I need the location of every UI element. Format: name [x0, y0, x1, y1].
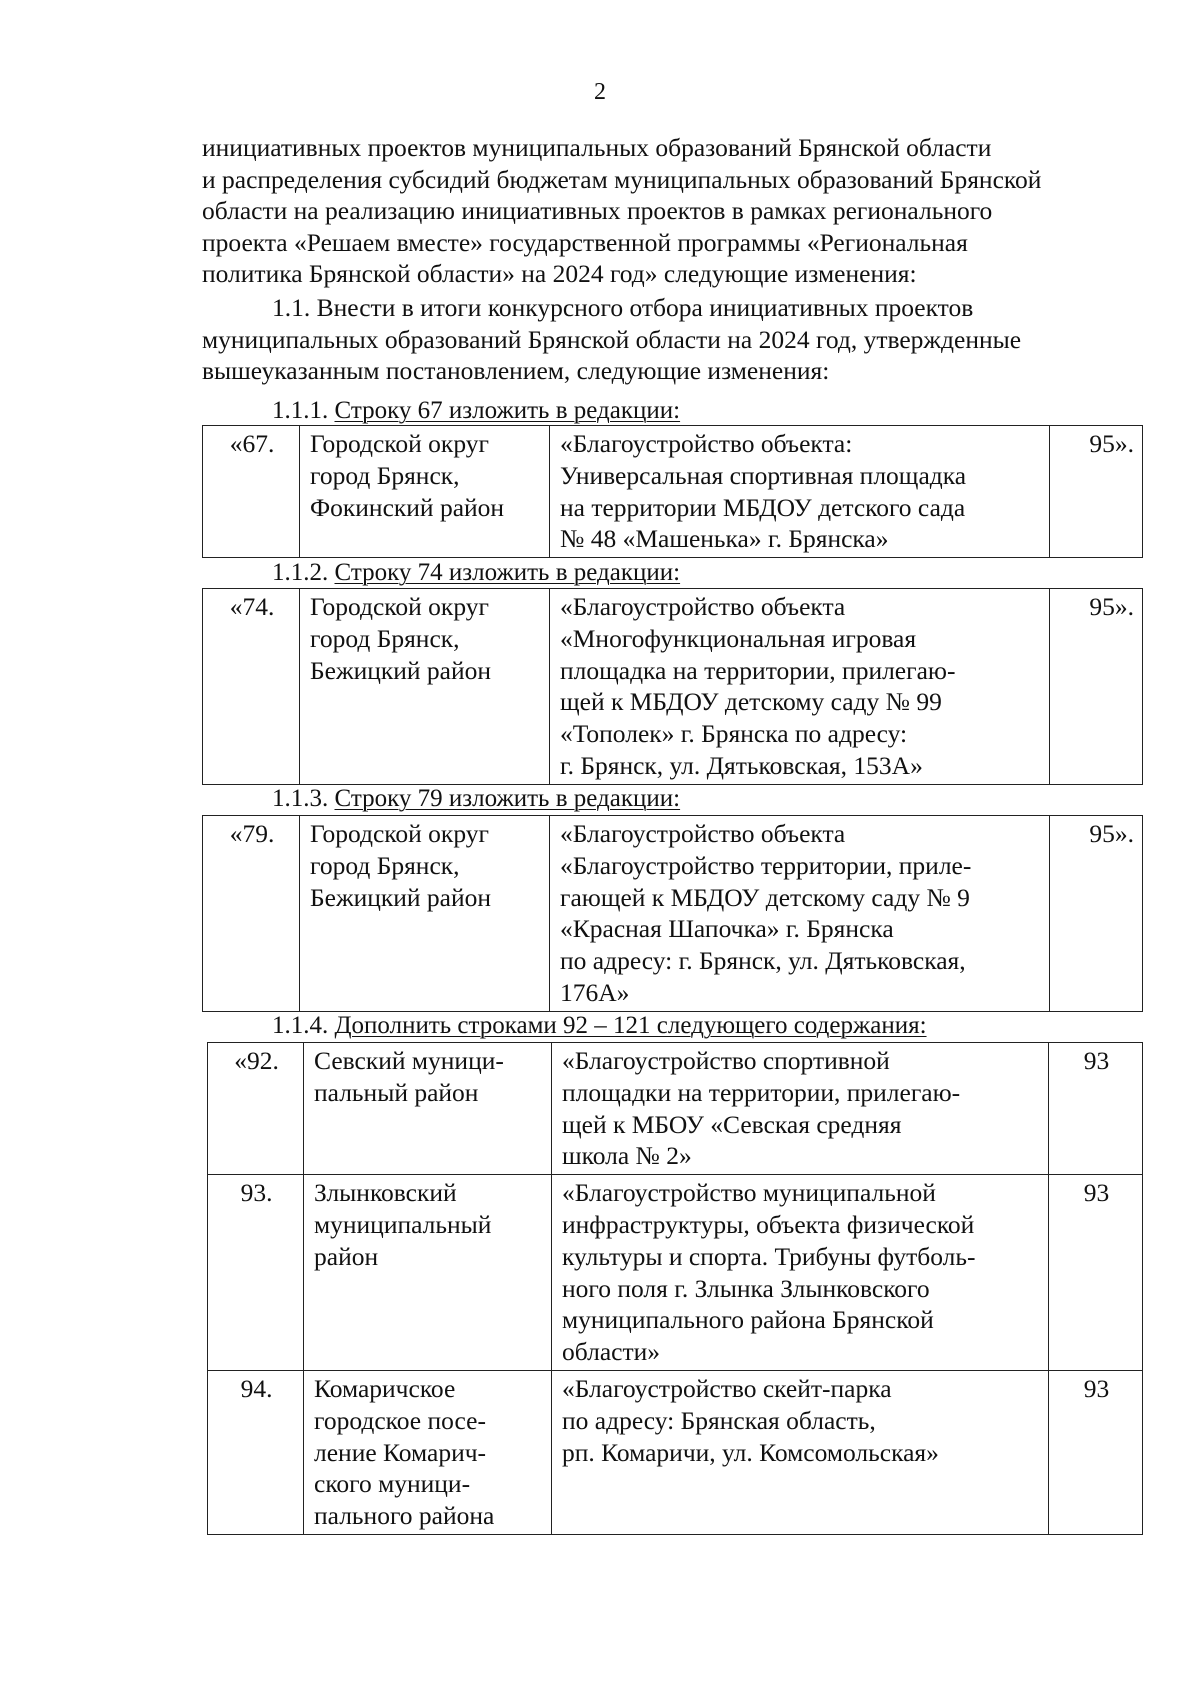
cell-line: ление Комарич- — [314, 1437, 487, 1467]
cell-line: муниципальный — [314, 1209, 492, 1239]
table-row — [208, 1043, 1143, 1175]
clause-1-1 — [202, 292, 1142, 387]
table-row — [208, 1175, 1143, 1371]
cell-line: по адресу: г. Брянск, ул. Дятьковская, — [560, 946, 966, 976]
cell-line: Городской округ — [310, 429, 489, 458]
subclause-text: Строку 74 изложить в редакции: — [334, 559, 681, 586]
cell-line: рп. Комаричи, ул. Комсомольская» — [562, 1437, 939, 1467]
cell-line: культуры и спорта. Трибуны футболь- — [562, 1241, 976, 1271]
cell-line: район — [314, 1241, 379, 1271]
intro-line: проекта «Решаем вместе» государственной программы «Региональная — [202, 227, 968, 257]
municipality-cell — [300, 589, 550, 785]
subclause-number: 1.1.1. — [272, 397, 335, 424]
score-cell: 93 — [1049, 1370, 1143, 1534]
table-row — [203, 426, 1143, 558]
table-row-74 — [202, 588, 1143, 785]
subclause-text: Дополнить строками 92 – 121 следующего содержания: — [334, 1012, 927, 1039]
score-cell: 93 — [1049, 1175, 1143, 1371]
cell-line: г. Брянск, ул. Дятьковская, 153А» — [560, 750, 923, 780]
cell-line: инфраструктуры, объекта физической — [562, 1209, 975, 1239]
intro-paragraph — [202, 132, 1142, 290]
cell-line: Городской округ — [310, 592, 489, 621]
cell-line: «Благоустройство объекта: — [560, 429, 853, 458]
cell-line: муниципального района Брянской — [562, 1305, 934, 1335]
cell-line: город Брянск, — [310, 623, 460, 653]
project-cell — [552, 1175, 1049, 1371]
cell-line: Городской округ — [310, 819, 489, 848]
project-cell — [550, 816, 1050, 1012]
subclause-1-1-3 — [272, 785, 680, 813]
row-number: «67. — [203, 426, 300, 558]
intro-line: области на реализацию инициативных проектов в рамках регионального — [202, 196, 993, 225]
project-cell — [550, 426, 1050, 558]
cell-line: Бежицкий район — [310, 882, 492, 912]
municipality-cell — [300, 426, 550, 558]
subclause-number: 1.1.3. — [272, 785, 335, 812]
cell-line: Универсальная спортивная площадка — [560, 460, 967, 490]
municipality-cell — [304, 1175, 552, 1371]
table-row-67 — [202, 425, 1143, 558]
cell-line: городское посе- — [314, 1405, 486, 1435]
clause-line: 1.1. Внести в итоги конкурсного отбора инициативных проектов — [272, 293, 974, 322]
cell-line: № 48 «Машенька» г. Брянска» — [560, 524, 889, 554]
cell-line: пального района — [314, 1501, 495, 1531]
cell-line: город Брянск, — [310, 460, 460, 490]
cell-line: «Тополек» г. Брянска по адресу: — [560, 719, 908, 749]
cell-line: площадка на территории, прилегаю- — [560, 655, 956, 685]
cell-line: «Благоустройство скейт-парка — [562, 1373, 892, 1403]
score-cell: 95». — [1050, 589, 1143, 785]
intro-line: политика Брянской области» на 2024 год» следующие изменения: — [202, 259, 917, 288]
score-cell: 95». — [1050, 816, 1143, 1012]
project-cell — [552, 1043, 1049, 1175]
page-number: 2 — [594, 79, 606, 105]
cell-line: школа № 2» — [562, 1141, 692, 1171]
project-cell — [550, 589, 1050, 785]
cell-line: щей к МБОУ «Севская средняя — [562, 1109, 902, 1139]
table-row — [203, 816, 1143, 1012]
row-number: «79. — [203, 816, 300, 1012]
cell-line: Бежицкий район — [310, 655, 492, 685]
cell-line: «Благоустройство объекта — [560, 819, 846, 848]
cell-line: области» — [562, 1337, 660, 1367]
subclause-1-1-1 — [272, 397, 680, 425]
cell-line: 176А» — [560, 977, 630, 1007]
score-cell: 95». — [1050, 426, 1143, 558]
cell-line: ского муници- — [314, 1469, 471, 1499]
cell-line: «Благоустройство спортивной — [562, 1046, 890, 1075]
cell-line: «Благоустройство муниципальной — [562, 1178, 936, 1208]
cell-line: площадки на территории, прилегаю- — [562, 1077, 961, 1107]
score-cell: 93 — [1049, 1043, 1143, 1175]
clause-line: муниципальных образований Брянской области на 2024 год, утвержденные — [202, 324, 1022, 354]
subclause-1-1-4 — [272, 1012, 927, 1040]
intro-line: инициативных проектов муниципальных образований Брянской области — [202, 133, 992, 162]
subclause-number: 1.1.2. — [272, 559, 335, 586]
municipality-cell — [304, 1043, 552, 1175]
cell-line: ного поля г. Злынка Злынковского — [562, 1273, 930, 1303]
municipality-cell — [304, 1370, 552, 1534]
cell-line: город Брянск, — [310, 850, 460, 880]
row-number: «74. — [203, 589, 300, 785]
subclause-1-1-2 — [272, 559, 680, 587]
cell-line: Комаричское — [314, 1373, 456, 1403]
row-number: 93. — [208, 1175, 304, 1371]
municipality-cell — [300, 816, 550, 1012]
table-row — [208, 1370, 1143, 1534]
cell-line: щей к МБДОУ детскому саду № 99 — [560, 687, 942, 717]
clause-line: вышеуказанным постановлением, следующие изменения: — [202, 356, 830, 385]
table-row — [203, 589, 1143, 785]
row-number: «92. — [208, 1043, 304, 1175]
cell-line: Фокинский район — [310, 492, 505, 522]
cell-line: «Благоустройство объекта — [560, 592, 846, 621]
cell-line: Севский муници- — [314, 1046, 504, 1075]
intro-line: и распределения субсидий бюджетам муниципальных образований Брянской — [202, 164, 1042, 194]
cell-line: гающей к МБДОУ детскому саду № 9 — [560, 882, 970, 912]
row-number: 94. — [208, 1370, 304, 1534]
cell-line: пальный район — [314, 1077, 479, 1107]
project-cell — [552, 1370, 1049, 1534]
cell-line: Злынковский — [314, 1178, 457, 1208]
cell-line: «Благоустройство территории, приле- — [560, 850, 972, 880]
table-row-79 — [202, 815, 1143, 1012]
table-rows-92-121 — [207, 1042, 1143, 1535]
cell-line: на территории МБДОУ детского сада — [560, 492, 966, 522]
cell-line: по адресу: Брянская область, — [562, 1405, 876, 1435]
cell-line: «Многофункциональная игровая — [560, 623, 917, 653]
subclause-text: Строку 67 изложить в редакции: — [334, 397, 681, 424]
subclause-number: 1.1.4. — [272, 1012, 335, 1039]
subclause-text: Строку 79 изложить в редакции: — [334, 785, 681, 812]
cell-line: «Красная Шапочка» г. Брянска — [560, 914, 894, 944]
